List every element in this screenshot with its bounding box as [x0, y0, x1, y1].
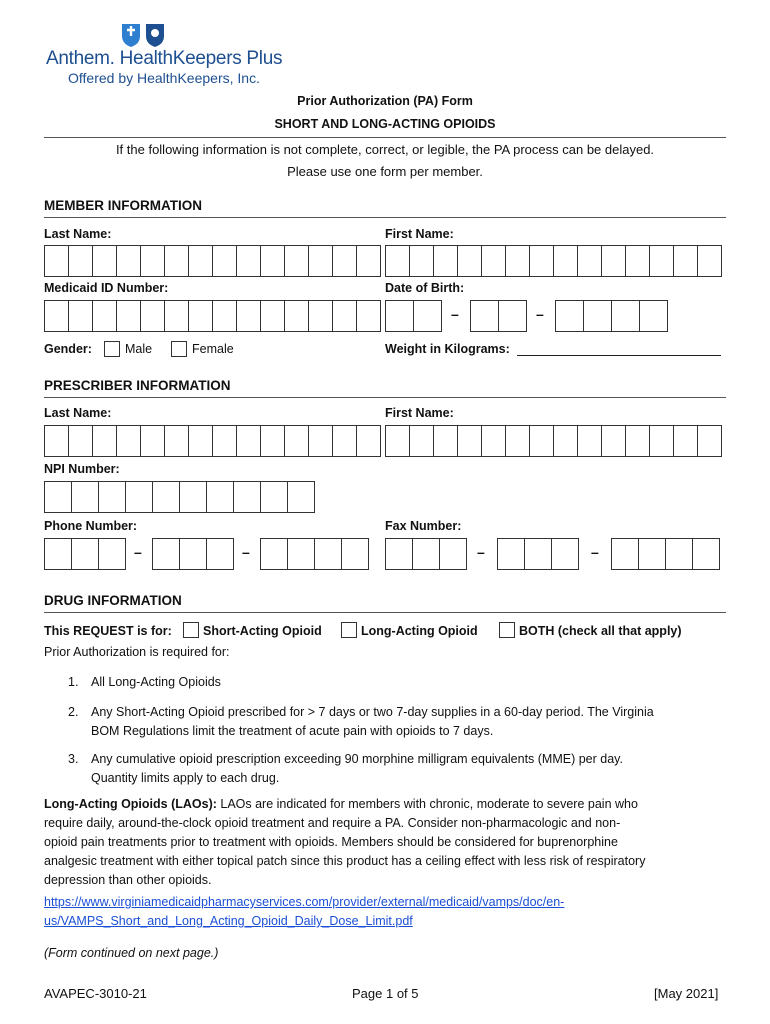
drug-section-title: DRUG INFORMATION [44, 593, 182, 608]
footer-date: [May 2021] [654, 986, 719, 1001]
request-label: This REQUEST is for: [44, 624, 172, 638]
member-section-title: MEMBER INFORMATION [44, 198, 202, 213]
gender-male-label: Male [125, 342, 153, 356]
prescriber-first-name-field[interactable] [385, 425, 721, 457]
medicaid-id-label: Medicaid ID Number: [44, 281, 169, 295]
form-title: Prior Authorization (PA) Form [297, 94, 473, 108]
weight-field[interactable] [517, 354, 721, 356]
weight-label: Weight in Kilograms: [385, 342, 510, 356]
fax-area-field[interactable] [385, 538, 466, 570]
fax-prefix-field[interactable] [497, 538, 578, 570]
list-item-text: Quantity limits apply to each drug. [91, 771, 280, 785]
member-last-name-field[interactable] [44, 245, 380, 277]
fax-separator-2: – [591, 544, 599, 560]
list-item-text: Any Short-Acting Opioid prescribed for > 7 days or two 7-day supplies in a 60-day period. The Virginia [91, 705, 654, 719]
phone-separator-2: – [242, 544, 250, 560]
npi-field[interactable] [44, 481, 314, 513]
list-item-text: All Long-Acting Opioids [91, 675, 221, 689]
phone-prefix-field[interactable] [152, 538, 233, 570]
phone-label: Phone Number: [44, 519, 138, 533]
fax-separator-1: – [477, 544, 485, 560]
gender-female-checkbox[interactable] [171, 341, 187, 357]
prescriber-last-name-field[interactable] [44, 425, 380, 457]
lao-text-line: opioid pain treatments prior to treatment with opioids. Members should be considered for buprenorphine [44, 835, 618, 849]
phone-area-field[interactable] [44, 538, 125, 570]
list-item-text: Any cumulative opioid prescription exceeding 90 morphine milligram equivalents (MME) per day. [91, 752, 623, 766]
continued-note: (Form continued on next page.) [44, 946, 219, 960]
list-item-text: BOM Regulations limit the treatment of acute pain with opioids to 7 days. [91, 724, 494, 738]
member-divider [44, 217, 726, 218]
lao-text-line: LAOs are indicated for members with chronic, moderate to severe pain who [216, 797, 638, 811]
required-for-text: Prior Authorization is required for: [44, 645, 230, 659]
brand-subtitle: Offered by HealthKeepers, Inc. [68, 70, 260, 86]
phone-separator-1: – [134, 544, 142, 560]
title-divider [44, 137, 726, 138]
dose-limit-link-line1[interactable]: https://www.virginiamedicaidpharmacyservices.com/provider/external/medicaid/vamps/doc/en- [44, 895, 565, 909]
short-acting-label: Short-Acting Opioid [203, 624, 322, 638]
dob-label: Date of Birth: [385, 281, 465, 295]
prescriber-section-title: PRESCRIBER INFORMATION [44, 378, 231, 393]
list-item-number: 2. [68, 705, 79, 719]
prescriber-first-name-label: First Name: [385, 406, 454, 420]
both-label: BOTH (check all that apply) [519, 624, 682, 638]
both-checkbox[interactable] [499, 622, 515, 638]
notice-one-form: Please use one form per member. [287, 164, 483, 179]
list-item-number: 3. [68, 752, 79, 766]
lao-text-line: depression than other opioids. [44, 873, 212, 887]
long-acting-label: Long-Acting Opioid [361, 624, 478, 638]
dob-separator-1: – [451, 306, 459, 322]
lao-text-line: analgesic treatment with either topical patch since this product has a ceiling effect with less risk of respiratory [44, 854, 646, 868]
drug-divider [44, 612, 726, 613]
dose-limit-link[interactable] [44, 893, 564, 931]
footer-page-number: Page 1 of 5 [352, 986, 419, 1001]
member-first-name-field[interactable] [385, 245, 721, 277]
member-last-name-label: Last Name: [44, 227, 112, 241]
dob-year-field[interactable] [555, 300, 667, 332]
gender-male-checkbox[interactable] [104, 341, 120, 357]
short-acting-checkbox[interactable] [183, 622, 199, 638]
list-item-number: 1. [68, 675, 79, 689]
notice-incomplete: If the following information is not complete, correct, or legible, the PA process can be delayed. [115, 142, 655, 157]
dob-day-field[interactable] [470, 300, 526, 332]
anthem-logo-icon [118, 20, 170, 48]
brand-name: Anthem. HealthKeepers Plus [46, 48, 283, 69]
phone-line-field[interactable] [260, 538, 368, 570]
dob-separator-2: – [536, 306, 544, 322]
prescriber-divider [44, 397, 726, 398]
lao-heading: Long-Acting Opioids (LAOs): [44, 797, 217, 811]
npi-label: NPI Number: [44, 462, 120, 476]
gender-female-label: Female [192, 342, 234, 356]
fax-label: Fax Number: [385, 519, 462, 533]
footer-form-code: AVAPEC-3010-21 [44, 986, 147, 1001]
medicaid-id-field[interactable] [44, 300, 380, 332]
member-first-name-label: First Name: [385, 227, 454, 241]
gender-label: Gender: [44, 342, 92, 356]
dose-limit-link-line2[interactable]: us/VAMPS_Short_and_Long_Acting_Opioid_Daily_Dose_Limit.pdf [44, 914, 413, 928]
fax-line-field[interactable] [611, 538, 719, 570]
lao-text-line: require daily, around-the-clock opioid treatment and require a PA. Consider non-pharmacologic and non- [44, 816, 621, 830]
dob-month-field[interactable] [385, 300, 441, 332]
prescriber-last-name-label: Last Name: [44, 406, 112, 420]
form-subtitle: SHORT AND LONG-ACTING OPIOIDS [274, 117, 496, 131]
long-acting-checkbox[interactable] [341, 622, 357, 638]
lao-paragraph [44, 795, 734, 890]
